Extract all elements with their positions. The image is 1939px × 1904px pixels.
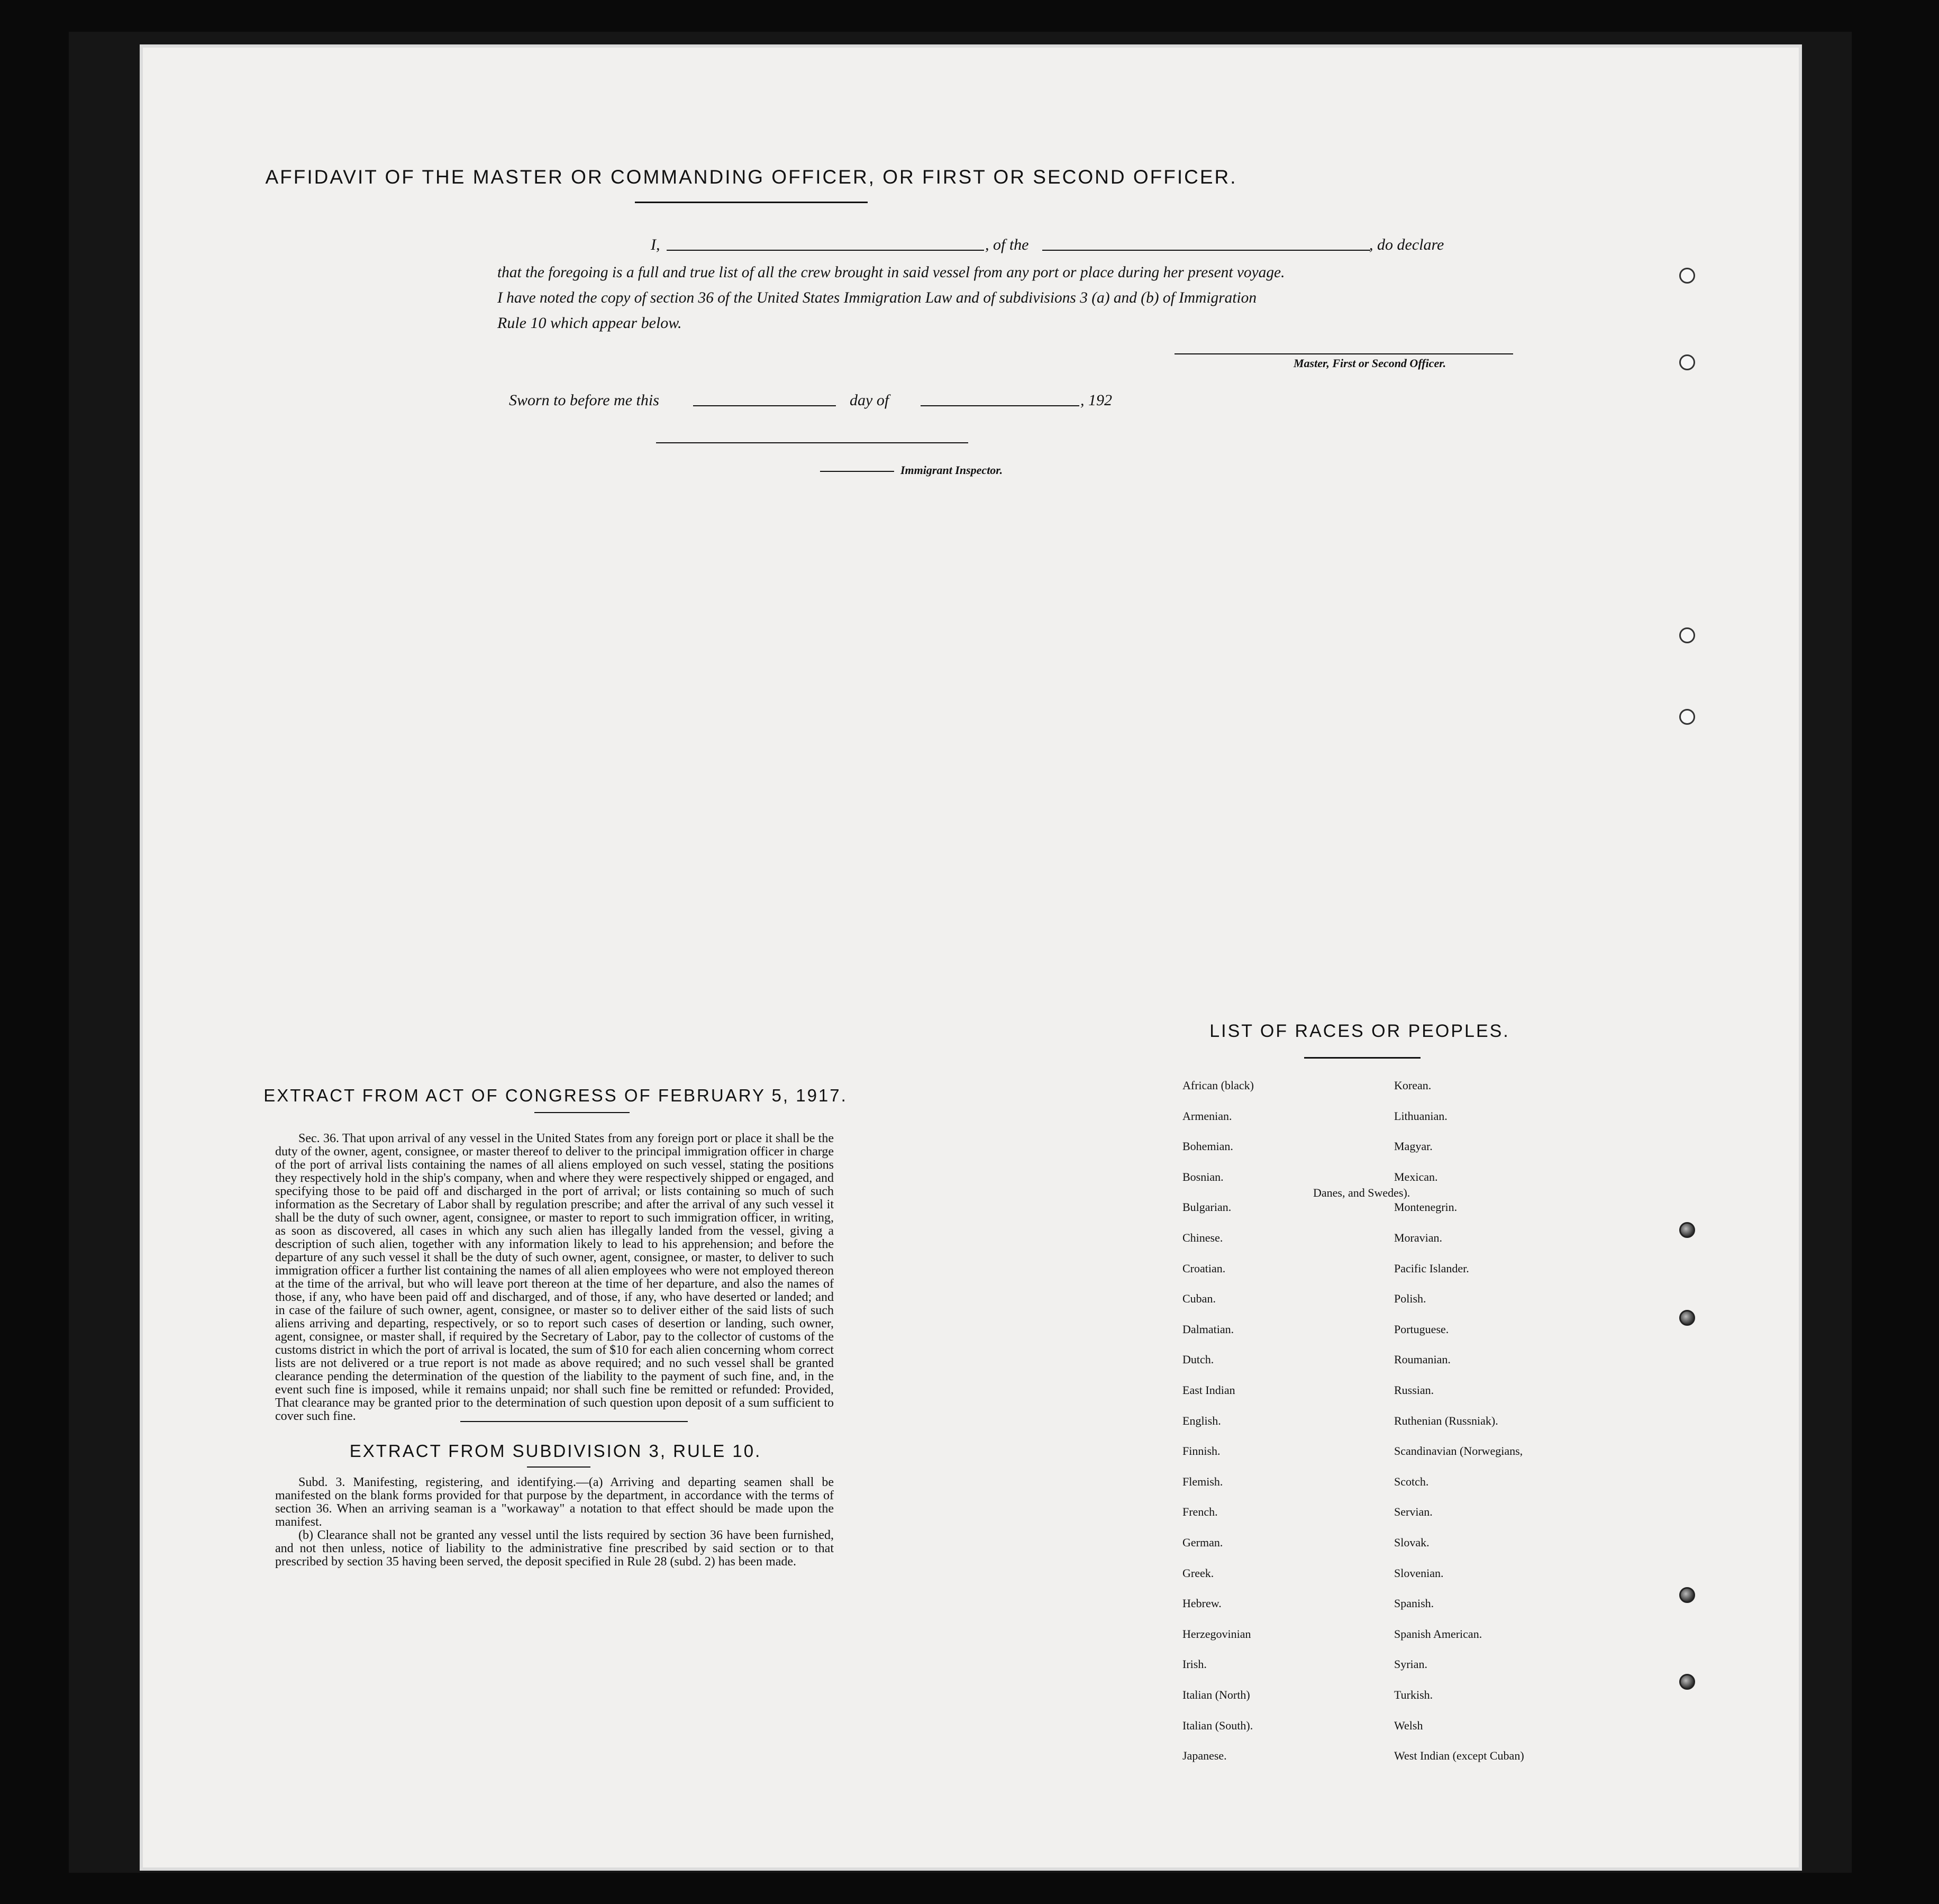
affidavit-blank-vessel (1042, 250, 1370, 251)
extract-rule-text-a: Subd. 3. Manifesting, registering, and identifying.—(a) Arriving and departing seamen shall be manifested on the blank forms provided for that purpose by the department, in accordance with the terms of section 36. When an arriving seaman is a "workaway" a notation to that effect should be made upon the manifest. (275, 1475, 834, 1529)
extract-rule-text-b: (b) Clearance shall not be granted any vessel until the lists required by section 36 have been furnished, and not then unless, notice of liability to the administrative fine prescribed by said section or to that prescribed by section 35 having been served, the deposit specified in Rule 28 (subd. 2) has been made. (275, 1528, 834, 1569)
affidavit-blank-name (667, 250, 984, 251)
race-item: Ruthenian (Russniak). (1394, 1414, 1498, 1427)
binder-hole-8 (1679, 1674, 1695, 1690)
race-item: Russian. (1394, 1383, 1434, 1397)
race-item: Montenegrin. (1394, 1200, 1458, 1214)
race-item: West Indian (except Cuban) (1394, 1749, 1524, 1763)
race-item: Japanese. (1182, 1749, 1227, 1763)
race-item: Korean. (1394, 1079, 1432, 1092)
extract-act-title: EXTRACT FROM ACT OF CONGRESS OF FEBRUARY 5, 1917. (263, 1086, 848, 1105)
binder-hole-2 (1679, 354, 1695, 370)
race-item: Welsh (1394, 1718, 1423, 1732)
race-item: Cuban. (1182, 1292, 1216, 1306)
extract-rule-rule (527, 1466, 590, 1468)
race-item: Irish. (1182, 1657, 1207, 1671)
race-item: Lithuanian. (1394, 1109, 1448, 1123)
race-item: Mexican. (1394, 1170, 1438, 1183)
binder-hole-6 (1679, 1310, 1695, 1326)
extract-rule-title: EXTRACT FROM SUBDIVISION 3, RULE 10. (349, 1441, 762, 1461)
extract-act-text: Sec. 36. That upon arrival of any vessel in the United States from any foreign port or place it shall be the duty of the owner, agent, consignee, or master thereof to deliver to the principal immigration officer in charge of the port of arrival lists containing the names of all aliens employed on such vessel, stating the positions they respectively hold in the ship's company, when and where they were respectively shipped or engaged, and specifying those to be paid off and discharged in the port of arrival; or lists containing so much of such information as the Secretary of Labor shall by regulation prescribe; and after the arrival of any such vessel it shall be the duty of such owner, agent, consignee, or master to report to such immigration officer, in writing, as soon as discovered, all cases in which any such alien has illegally landed from the vessel, giving a description of such alien, together with any information likely to lead to his apprehension; and before the departure of any such vessel it shall be the duty of such owner, agent, consignee, or master, to deliver to such immigration officer a further list containing the names of all alien employees who were not employed thereon at the time of the arrival, but who will leave port thereon at the time of her departure, and also the names of those, if any, who have been paid off and discharged, and of those, if any, who have deserted or landed; and in case of the failure of such owner, agent, consignee, or master so to deliver either of the said lists of such aliens arriving and departing, respectively, or so to report such cases of desertion or landing, such owner, agent, consignee, or master shall, if required by the Secretary of Labor, pay to the collector of customs of the customs district in which the port of arrival is located, the sum of $10 for each alien concerning whom correct lists are not delivered or a true report is not made as above required; and no such vessel shall be granted clearance pending the determination of the question of the liability to the payment of such fine, and, in the event such fine is imposed, while it remains unpaid; nor shall such fine be remitted or refunded: Provided, That clearance may be granted prior to the determination of such question upon deposit of a sum sufficient to cover such fine. (275, 1132, 834, 1423)
race-item: English. (1182, 1414, 1221, 1427)
race-item: Italian (South). (1182, 1718, 1253, 1732)
affidavit-of-the: , of the (985, 236, 1029, 253)
race-item: Chinese. (1182, 1231, 1223, 1244)
day-of-label: day of (850, 391, 889, 409)
race-item: Pacific Islander. (1394, 1261, 1469, 1275)
inspector-signature-line (656, 442, 968, 443)
race-item: Polish. (1394, 1292, 1426, 1306)
race-item: Slovak. (1394, 1536, 1430, 1549)
binder-hole-5 (1679, 1222, 1695, 1238)
race-item: Armenian. (1182, 1109, 1232, 1123)
binder-hole-1 (1679, 268, 1695, 284)
binder-hole-4 (1679, 709, 1695, 725)
race-item: Flemish. (1182, 1474, 1223, 1488)
race-item: Servian. (1394, 1505, 1433, 1519)
year-label: , 192 (1080, 391, 1112, 409)
affidavit-line-3: I have noted the copy of section 36 of the United States Immigration Law and of subdivisions 3 (a) and (b) of Immigration (497, 289, 1257, 306)
race-item: Herzegovinian (1182, 1627, 1251, 1641)
affidavit-declare: , do declare (1369, 236, 1444, 253)
affidavit-title-rule (635, 202, 868, 203)
race-item: Turkish. (1394, 1688, 1433, 1701)
extract-divider (460, 1421, 688, 1422)
inspector-short-line (820, 471, 894, 472)
race-item: Roumanian. (1394, 1353, 1451, 1366)
race-item: East Indian (1182, 1383, 1235, 1397)
sworn-label: Sworn to before me this (509, 391, 659, 409)
race-item: Portuguese. (1394, 1322, 1449, 1336)
race-item: Scotch. (1394, 1474, 1429, 1488)
affidavit-line-4: Rule 10 which appear below. (497, 314, 682, 332)
master-signature-line (1175, 353, 1513, 354)
binder-hole-3 (1679, 627, 1695, 643)
race-item: Spanish. (1394, 1597, 1434, 1610)
race-item: Dutch. (1182, 1353, 1214, 1366)
race-scandinavian-continued: Danes, and Swedes). (1313, 1186, 1410, 1199)
races-title: LIST OF RACES OR PEOPLES. (1209, 1021, 1510, 1041)
race-item: Bohemian. (1182, 1140, 1233, 1153)
master-signature-label: Master, First or Second Officer. (1294, 357, 1446, 370)
race-item: Moravian. (1394, 1231, 1443, 1244)
races-title-rule (1304, 1057, 1421, 1059)
affidavit-title: AFFIDAVIT OF THE MASTER OR COMMANDING OFFICER, OR FIRST OR SECOND OFFICER. (265, 166, 1237, 188)
race-item: French. (1182, 1505, 1218, 1519)
race-item: African (black) (1182, 1079, 1254, 1092)
race-item: Finnish. (1182, 1444, 1221, 1458)
inspector-label: Immigrant Inspector. (900, 463, 1003, 477)
race-item: Greek. (1182, 1566, 1214, 1580)
affidavit-line-2: that the foregoing is a full and true list of all the crew brought in said vessel from any port or place during her present voyage. (497, 264, 1285, 281)
race-item: Italian (North) (1182, 1688, 1250, 1701)
race-item: Slovenian. (1394, 1566, 1444, 1580)
race-item: Magyar. (1394, 1140, 1433, 1153)
sworn-blank-day (693, 405, 836, 406)
race-item: Spanish American. (1394, 1627, 1482, 1641)
race-item: Dalmatian. (1182, 1322, 1234, 1336)
race-item: Bosnian. (1182, 1170, 1224, 1183)
race-item: Croatian. (1182, 1261, 1226, 1275)
race-item: Bulgarian. (1182, 1200, 1232, 1214)
affidavit-i: I, (651, 236, 660, 253)
binder-hole-7 (1679, 1587, 1695, 1603)
extract-act-rule (534, 1112, 630, 1113)
race-item: Scandinavian (Norwegians, (1394, 1444, 1523, 1458)
race-item: German. (1182, 1536, 1223, 1549)
sworn-blank-month (921, 405, 1079, 406)
document-page (143, 48, 1799, 1867)
race-item: Hebrew. (1182, 1597, 1222, 1610)
race-item: Syrian. (1394, 1657, 1427, 1671)
